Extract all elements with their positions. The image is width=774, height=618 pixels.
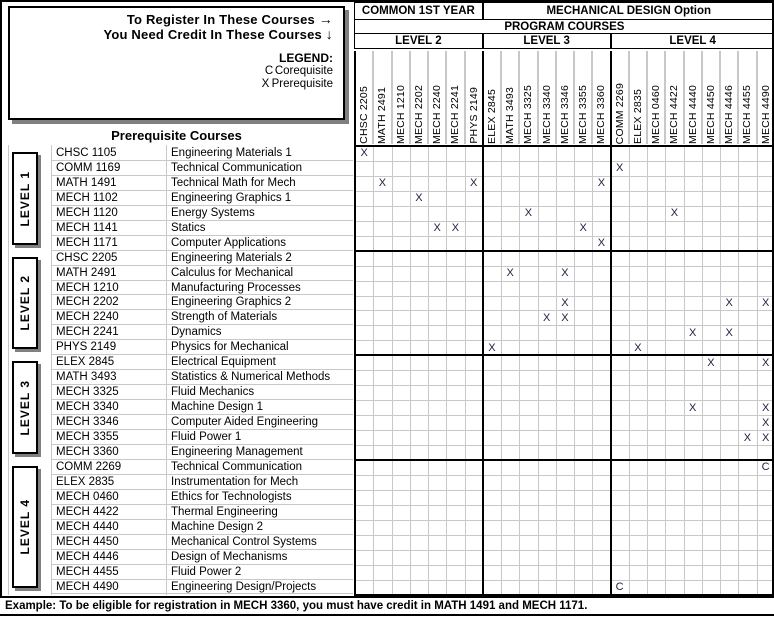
column-header-comm-2269 xyxy=(611,51,629,144)
row-name-elex-2835: Instrumentation for Mech xyxy=(167,475,353,490)
row-code-mech-2240: MECH 2240 xyxy=(52,310,167,325)
legend-credit-line xyxy=(10,27,333,42)
row-code-math-1491: MATH 1491 xyxy=(52,176,167,191)
legend-register-text: To Register In These Courses xyxy=(126,12,315,27)
grid-row-line xyxy=(355,520,774,521)
matrix-mark-mech-1171-mech-3360: X xyxy=(597,237,606,250)
header-common-first-year: COMMON 1ST YEAR xyxy=(354,2,483,20)
row-code-mech-1210: MECH 1210 xyxy=(52,281,167,296)
grid-row-line xyxy=(355,385,774,386)
grid-col-line xyxy=(720,146,721,595)
column-header-label: MECH 0460 xyxy=(650,85,663,144)
down-arrow-icon: ↓ xyxy=(325,26,333,42)
grid-row-line xyxy=(355,535,774,536)
matrix-mark-mech-2202-mech-4446: X xyxy=(725,296,733,309)
column-header-label: MECH 3360 xyxy=(595,85,608,144)
level-tab-label: LEVEL 1 xyxy=(18,170,32,227)
column-header-mech-4440 xyxy=(684,51,702,144)
row-name-chsc-1105: Engineering Materials 1 xyxy=(167,146,353,161)
grid-row-line xyxy=(355,281,774,282)
matrix-mark-phys-2149-elex-2835: X xyxy=(634,341,642,354)
grid-row-line xyxy=(355,340,774,341)
row-name-mech-4490: Engineering Design/Projects xyxy=(167,580,353,595)
row-name-mech-4455: Fluid Power 2 xyxy=(167,565,353,580)
row-code-mech-4455: MECH 4455 xyxy=(52,565,167,580)
header-level-2: LEVEL 2 xyxy=(354,33,483,49)
column-header-label: MECH 2240 xyxy=(431,85,444,144)
header-program-courses: PROGRAM COURSES xyxy=(354,19,774,34)
level-tab-level-2 xyxy=(12,257,38,350)
grid-row-line xyxy=(355,236,774,237)
row-name-mech-1141: Statics xyxy=(167,221,353,236)
row-tab-divider xyxy=(8,145,9,595)
matrix-mark-mech-3355-mech-4455: X xyxy=(743,431,752,444)
matrix-mark-mech-2241-mech-4440: X xyxy=(688,326,697,339)
row-code-chsc-1105: CHSC 1105 xyxy=(52,146,167,161)
row-code-mech-4446: MECH 4446 xyxy=(52,550,167,565)
row-code-comm-2269: COMM 2269 xyxy=(52,460,167,475)
row-name-elex-2845: Electrical Equipment xyxy=(167,355,353,370)
row-code-mech-3360: MECH 3360 xyxy=(52,445,167,460)
column-header-elex-2835 xyxy=(629,51,647,144)
column-header-phys-2149 xyxy=(465,51,483,144)
grid-col-line xyxy=(738,146,739,595)
matrix-mark-mech-3355-mech-4490: X xyxy=(761,431,770,444)
grid-col-line xyxy=(373,146,374,595)
column-header-label: ELEX 2835 xyxy=(631,89,644,144)
grid-col-line xyxy=(501,146,502,595)
row-name-math-1491: Technical Math for Mech xyxy=(167,176,353,191)
grid-level-divider xyxy=(354,459,774,461)
sheet-top-border xyxy=(0,0,774,2)
column-header-math-3493 xyxy=(501,51,519,144)
row-name-comm-1169: Technical Communication xyxy=(167,161,353,176)
matrix-mark-math-1491-phys-2149: X xyxy=(469,177,478,190)
matrix-mark-comm-2269-mech-4490: C xyxy=(761,461,770,474)
column-header-label: MECH 4446 xyxy=(723,85,736,144)
grid-row-line xyxy=(355,325,774,326)
column-header-mech-3360 xyxy=(592,51,610,144)
legend-title: LEGEND: xyxy=(279,51,333,65)
row-name-mech-1210: Manufacturing Processes xyxy=(167,281,353,296)
prerequisite-courses-title: Prerequisite Courses xyxy=(111,128,242,143)
column-header-mech-2241 xyxy=(446,51,464,144)
legend-corequisite-label: Corequisite xyxy=(274,65,333,77)
level-tab-level-4 xyxy=(12,466,38,589)
row-code-mech-1120: MECH 1120 xyxy=(52,206,167,221)
row-name-mech-3355: Fluid Power 1 xyxy=(167,430,353,445)
column-header-mech-3340 xyxy=(538,51,556,144)
grid-row-line xyxy=(355,445,774,446)
row-code-mech-1171: MECH 1171 xyxy=(52,236,167,251)
legend-instructions xyxy=(10,8,343,42)
header-mechanical-design-option: MECHANICAL DESIGN Option xyxy=(483,2,774,20)
column-header-label: MECH 3340 xyxy=(540,85,553,144)
matrix-mark-mech-2240-mech-3346: X xyxy=(561,311,569,324)
row-name-mech-0460: Ethics for Technologists xyxy=(167,490,353,505)
grid-row-line xyxy=(355,580,774,581)
grid-row-line xyxy=(355,176,774,177)
column-header-label: PHYS 2149 xyxy=(467,87,480,144)
legend-prerequisite-label: Prerequisite xyxy=(271,78,333,90)
row-name-math-2491: Calculus for Mechanical xyxy=(167,266,353,281)
row-name-mech-2240: Strength of Materials xyxy=(167,310,353,325)
matrix-mark-mech-3346-mech-4490: X xyxy=(761,416,770,429)
grid-col-line xyxy=(702,146,703,595)
column-header-label: MECH 2202 xyxy=(412,85,425,144)
row-code-mech-1102: MECH 1102 xyxy=(52,191,167,206)
grid-col-line xyxy=(538,146,539,595)
column-header-label: MATH 3493 xyxy=(504,86,517,144)
row-code-mech-2202: MECH 2202 xyxy=(52,296,167,311)
column-header-label: MECH 4440 xyxy=(686,85,699,144)
grid-col-line xyxy=(410,146,411,595)
column-header-elex-2845 xyxy=(483,51,501,144)
grid-level-divider xyxy=(354,250,774,252)
column-header-label: MECH 4455 xyxy=(741,85,754,144)
row-code-mech-1141: MECH 1141 xyxy=(52,221,167,236)
row-code-mech-4440: MECH 4440 xyxy=(52,520,167,535)
grid-row-line xyxy=(355,475,774,476)
matrix-mark-mech-3340-mech-4440: X xyxy=(688,401,697,414)
grid-row-line xyxy=(355,505,774,506)
column-header-mech-4446 xyxy=(720,51,738,144)
grid-col-line xyxy=(556,146,557,595)
header-level-3: LEVEL 3 xyxy=(483,33,611,49)
grid-col-line xyxy=(629,146,630,595)
column-header-label: ELEX 2845 xyxy=(485,89,498,144)
row-name-chsc-2205: Engineering Materials 2 xyxy=(167,251,353,266)
row-code-mech-3355: MECH 3355 xyxy=(52,430,167,445)
row-name-mech-4446: Design of Mechanisms xyxy=(167,550,353,565)
grid-top-border xyxy=(354,145,774,147)
row-name-mech-4450: Mechanical Control Systems xyxy=(167,535,353,550)
row-name-comm-2269: Technical Communication xyxy=(167,460,353,475)
matrix-mark-math-1491-mech-3360: X xyxy=(597,177,606,190)
row-code-mech-4422: MECH 4422 xyxy=(52,505,167,520)
column-header-mech-0460 xyxy=(647,51,665,144)
legend-prerequisite-key: X xyxy=(261,78,270,90)
row-code-mech-3325: MECH 3325 xyxy=(52,385,167,400)
column-header-label: MECH 1210 xyxy=(394,85,407,144)
row-code-mech-4490: MECH 4490 xyxy=(52,580,167,595)
grid-group-divider xyxy=(482,51,484,595)
matrix-mark-math-1491-math-2491: X xyxy=(378,177,387,190)
row-name-mech-1102: Engineering Graphics 1 xyxy=(167,191,353,206)
row-code-mech-4450: MECH 4450 xyxy=(52,535,167,550)
row-code-phys-2149: PHYS 2149 xyxy=(52,340,167,355)
column-header-label: MECH 3346 xyxy=(558,85,571,144)
row-name-mech-2202: Engineering Graphics 2 xyxy=(167,296,353,311)
column-header-mech-3355 xyxy=(574,51,592,144)
grid-row-line xyxy=(355,490,774,491)
matrix-mark-chsc-1105-chsc-2205: X xyxy=(360,147,368,160)
matrix-mark-mech-2241-mech-4446: X xyxy=(725,326,733,339)
grid-col-line xyxy=(574,146,575,595)
column-header-mech-4455 xyxy=(738,51,756,144)
grid-row-line xyxy=(355,370,774,371)
row-code-mech-2241: MECH 2241 xyxy=(52,325,167,340)
row-name-mech-3325: Fluid Mechanics xyxy=(167,385,353,400)
grid-row-line xyxy=(355,565,774,566)
row-name-mech-4422: Thermal Engineering xyxy=(167,505,353,520)
column-header-mech-2240 xyxy=(428,51,446,144)
level-tab-label: LEVEL 2 xyxy=(18,275,32,331)
sheet-left-border xyxy=(0,0,2,596)
legend-credit-text: You Need Credit In These Courses xyxy=(103,27,322,42)
column-header-label: MATH 2491 xyxy=(376,86,389,144)
column-header-label: COMM 2269 xyxy=(613,82,626,144)
matrix-mark-mech-1141-mech-2241: X xyxy=(451,222,460,235)
legend-box xyxy=(8,6,345,120)
column-header-label: CHSC 2205 xyxy=(358,86,371,144)
row-name-mech-1171: Computer Applications xyxy=(167,236,353,251)
legend-key xyxy=(10,42,343,91)
row-code-mech-0460: MECH 0460 xyxy=(52,490,167,505)
row-code-mech-3346: MECH 3346 xyxy=(52,415,167,430)
row-name-mech-4440: Machine Design 2 xyxy=(167,520,353,535)
column-header-label: MECH 4450 xyxy=(704,85,717,144)
grid-col-line xyxy=(446,146,447,595)
example-footer: Example: To be eligible for registration in MECH 3360, you must have credit in MATH 1491 and MECH 1171. xyxy=(0,596,774,616)
row-name-phys-2149: Physics for Mechanical xyxy=(167,340,353,355)
grid-col-line xyxy=(757,146,758,595)
row-code-math-2491: MATH 2491 xyxy=(52,266,167,281)
matrix-mark-comm-1169-comm-2269: X xyxy=(615,162,624,175)
column-header-label: MECH 4422 xyxy=(668,85,681,144)
matrix-mark-mech-1102-mech-2202: X xyxy=(415,192,423,205)
column-header-label: MECH 4490 xyxy=(759,85,772,144)
grid-row-line xyxy=(355,206,774,207)
row-name-mech-1120: Energy Systems xyxy=(167,206,353,221)
matrix-mark-mech-3340-mech-4490: X xyxy=(761,401,770,414)
grid-col-line xyxy=(428,146,429,595)
matrix-mark-elex-2845-mech-4490: X xyxy=(761,356,770,369)
row-code-math-3493: MATH 3493 xyxy=(52,370,167,385)
column-header-label: MECH 3325 xyxy=(522,85,535,144)
row-code-comm-1169: COMM 1169 xyxy=(52,161,167,176)
grid-row-line xyxy=(355,161,774,162)
matrix-mark-mech-1120-mech-3325: X xyxy=(524,207,533,220)
matrix-mark-elex-2845-mech-4450: X xyxy=(707,356,715,369)
row-name-mech-3340: Machine Design 1 xyxy=(167,400,353,415)
matrix-mark-mech-1141-mech-2240: X xyxy=(433,222,441,235)
grid-col-line xyxy=(392,146,393,595)
matrix-mark-phys-2149-elex-2845: X xyxy=(488,341,496,354)
row-code-mech-3340: MECH 3340 xyxy=(52,400,167,415)
column-header-mech-4450 xyxy=(702,51,720,144)
matrix-mark-mech-4490-comm-2269: C xyxy=(615,581,624,594)
grid-row-line xyxy=(355,221,774,222)
matrix-mark-mech-2202-mech-4490: X xyxy=(761,296,770,309)
matrix-mark-math-2491-math-3493: X xyxy=(506,267,514,280)
legend-corequisite-row xyxy=(10,65,333,78)
column-header-math-2491 xyxy=(373,51,391,144)
column-header-mech-4422 xyxy=(665,51,683,144)
grid-col-line xyxy=(592,146,593,595)
row-name-math-3493: Statistics & Numerical Methods xyxy=(167,370,353,385)
row-name-mech-3346: Computer Aided Engineering xyxy=(167,415,353,430)
level-tab-label: LEVEL 4 xyxy=(18,499,32,555)
column-header-mech-2202 xyxy=(410,51,428,144)
legend-corequisite-key: C xyxy=(264,65,274,77)
row-code-chsc-2205: CHSC 2205 xyxy=(52,251,167,266)
column-header-mech-3325 xyxy=(519,51,537,144)
matrix-mark-mech-2202-mech-3346: X xyxy=(561,296,569,309)
legend-prerequisite-row xyxy=(10,78,333,91)
matrix-mark-mech-1120-mech-4422: X xyxy=(670,207,679,220)
grid-row-line xyxy=(355,400,774,401)
grid-col-line xyxy=(465,146,466,595)
level-tab-level-1 xyxy=(12,152,38,245)
row-name-mech-3360: Engineering Management xyxy=(167,445,353,460)
grid-group-divider xyxy=(354,51,356,595)
legend-register-line xyxy=(10,12,333,27)
column-header-mech-1210 xyxy=(392,51,410,144)
row-name-mech-2241: Dynamics xyxy=(167,325,353,340)
grid-group-divider xyxy=(610,51,612,595)
grid-col-line xyxy=(684,146,685,595)
column-header-label: MECH 3355 xyxy=(577,85,590,144)
matrix-mark-mech-2240-mech-3340: X xyxy=(542,311,551,324)
grid-row-line xyxy=(355,415,774,416)
header-level-4: LEVEL 4 xyxy=(611,33,774,49)
column-header-label: MECH 2241 xyxy=(449,85,462,144)
row-code-elex-2835: ELEX 2835 xyxy=(52,475,167,490)
row-code-divider xyxy=(51,145,52,595)
row-name-divider xyxy=(166,145,167,595)
matrix-mark-mech-1141-mech-3355: X xyxy=(579,222,587,235)
right-arrow-icon: → xyxy=(318,11,333,27)
level-tab-label: LEVEL 3 xyxy=(18,379,32,436)
grid-row-line xyxy=(355,430,774,431)
grid-col-line xyxy=(647,146,648,595)
matrix-mark-math-2491-mech-3346: X xyxy=(561,267,569,280)
level-tab-level-3 xyxy=(12,361,38,454)
row-code-elex-2845: ELEX 2845 xyxy=(52,355,167,370)
grid-row-line xyxy=(355,550,774,551)
column-header-mech-3346 xyxy=(556,51,574,144)
column-header-chsc-2205 xyxy=(355,51,373,144)
